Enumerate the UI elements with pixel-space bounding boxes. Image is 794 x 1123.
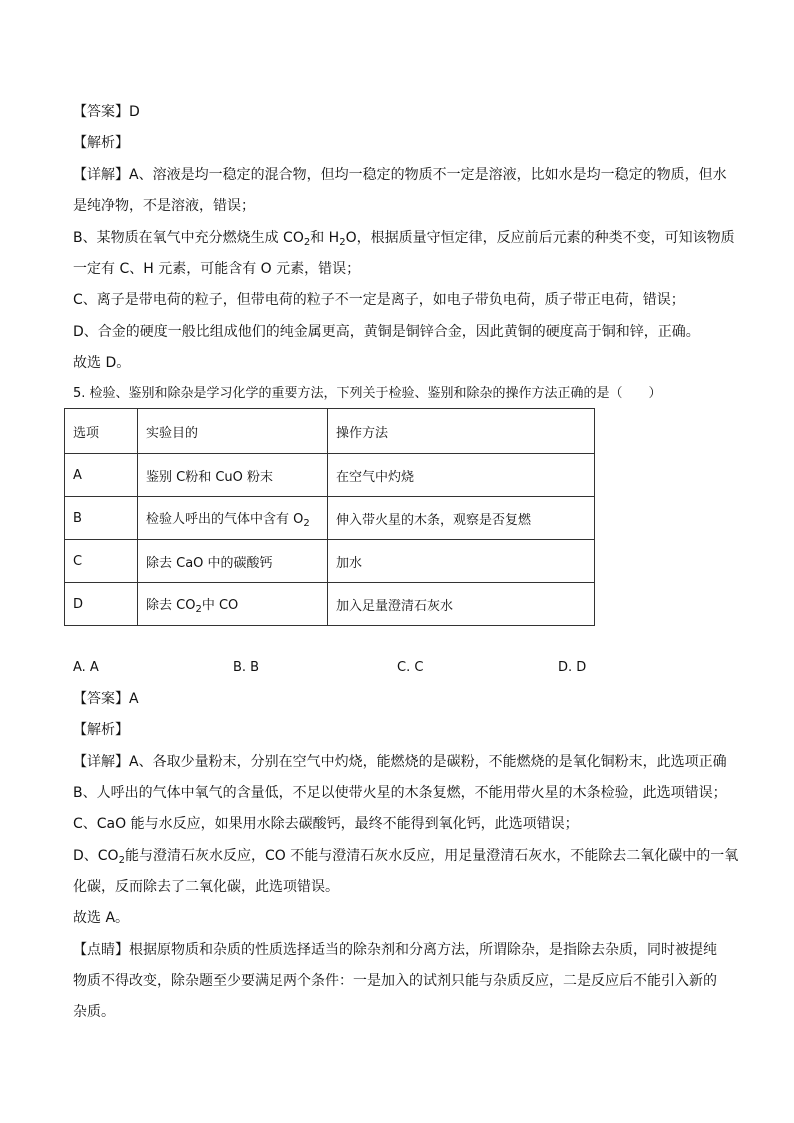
q5-tip-line3: 杂质。: [73, 1004, 115, 1020]
q4-detail-b-sub2: 2: [339, 237, 346, 248]
q5-detail-a: 【详解】A、各取少量粉末，分别在空气中灼烧，能燃烧的是碳粉，不能燃烧的是氧化铜粉末，此选项正确: [73, 754, 727, 770]
q5-detail-d-sub: 2: [118, 855, 125, 866]
row-purpose: 除去 CaO 中的碳酸钙: [138, 540, 328, 583]
option-d: D. D: [558, 660, 587, 675]
q4-detail-b-sub1: 2: [303, 237, 311, 248]
table-row: [65, 497, 595, 540]
row-purpose-sub: 2: [303, 517, 310, 529]
q5-tip-line2: 物质不得改变，除杂题至少要满足两个条件：一是加入的试剂只能与杂质反应，二是反应后不能引入新的: [73, 973, 717, 989]
row-option: C: [65, 540, 138, 583]
q5-detail-d-pre: D、CO: [73, 848, 119, 864]
q4-answer: 【答案】D: [73, 104, 140, 120]
q4-choose: 故选 D。: [73, 355, 131, 371]
header-purpose: 实验目的: [138, 409, 328, 454]
q5-detail-d-line1: [73, 847, 738, 870]
q4-analysis-heading: 【解析】: [73, 135, 129, 151]
row-option: A: [65, 454, 138, 497]
q4-detail-b-post: O，根据质量守恒定律，反应前后元素的种类不变，可知该物质: [345, 230, 735, 246]
row-method: 加入足量澄清石灰水: [328, 583, 595, 626]
header-method: 操作方法: [328, 409, 595, 454]
table-row: [65, 454, 595, 497]
q5-detail-c: C、CaO 能与水反应，如果用水除去碳酸钙，最终不能得到氧化钙，此选项错误；: [73, 816, 579, 832]
option-a: A. A: [73, 660, 99, 675]
q4-detail-a-line1: 【详解】A、溶液是均一稳定的混合物，但均一稳定的物质不一定是溶液，比如水是均一稳定的物质，但水: [73, 167, 727, 183]
q5-answer: 【答案】A: [73, 691, 139, 707]
row-option: D: [65, 583, 138, 626]
q4-detail-a-line2: 是纯净物，不是溶液，错误；: [73, 198, 255, 214]
q4-detail-d: D、合金的硬度一般比组成他们的纯金属更高，黄铜是铜锌合金，因此黄铜的硬度高于铜和锌，正确。: [73, 324, 700, 340]
q5-detail-d-post: 能与澄清石灰水反应，CO 不能与澄清石灰水反应，用足量澄清石灰水，不能除去二氧化碳中的一氧: [124, 848, 739, 864]
q5-choose: 故选 A。: [73, 910, 130, 926]
row-purpose-sub: 2: [195, 603, 202, 615]
row-purpose-pre: 检验人呼出的气体中含有 O: [146, 511, 304, 527]
q5-stem: 5. 检验、鉴别和除杂是学习化学的重要方法，下列关于检验、鉴别和除杂的操作方法正确的是（ ）: [73, 386, 662, 401]
row-method: 在空气中灼烧: [328, 454, 595, 497]
q4-detail-c: C、离子是带电荷的粒子，但带电荷的粒子不一定是离子，如电子带负电荷，质子带正电荷，错误；: [73, 292, 685, 308]
option-b: B. B: [233, 660, 260, 675]
row-purpose: 鉴别 C粉和 CuO 粉末: [138, 454, 328, 497]
table-header-row: [65, 409, 595, 454]
q4-detail-b-mid: 和 H: [310, 230, 340, 246]
option-c: C. C: [397, 660, 424, 675]
row-purpose-pre: 除去 CO: [146, 597, 196, 613]
q4-detail-b-line1: [73, 229, 735, 252]
q5-detail-b: B、人呼出的气体中氧气的含量低，不足以使带火星的木条复燃，不能用带火星的木条检验，此选项错误；: [73, 785, 727, 801]
q5-detail-d-line2: 化碳，反而除去了二氧化碳，此选项错误。: [73, 879, 339, 895]
row-method: 加水: [328, 540, 595, 583]
q4-detail-b-pre: B、某物质在氧气中充分燃烧生成 CO: [73, 230, 304, 246]
row-purpose: [138, 583, 328, 626]
table-row: [65, 583, 595, 626]
table-row: [65, 540, 595, 583]
row-option: B: [65, 497, 138, 540]
q5-analysis-heading: 【解析】: [73, 722, 129, 738]
row-method: 伸入带火星的木条，观察是否复燃: [328, 497, 595, 540]
header-option: 选项: [65, 409, 138, 454]
row-purpose: [138, 497, 328, 540]
q5-table: [64, 408, 595, 626]
row-purpose-post: 中 CO: [201, 597, 239, 613]
q4-detail-b-line2: 一定有 C、H 元素，可能含有 O 元素，错误；: [73, 261, 361, 277]
q5-tip-line1: 【点睛】根据原物质和杂质的性质选择适当的除杂剂和分离方法，所谓除杂，是指除去杂质，同时被提纯: [73, 942, 717, 958]
